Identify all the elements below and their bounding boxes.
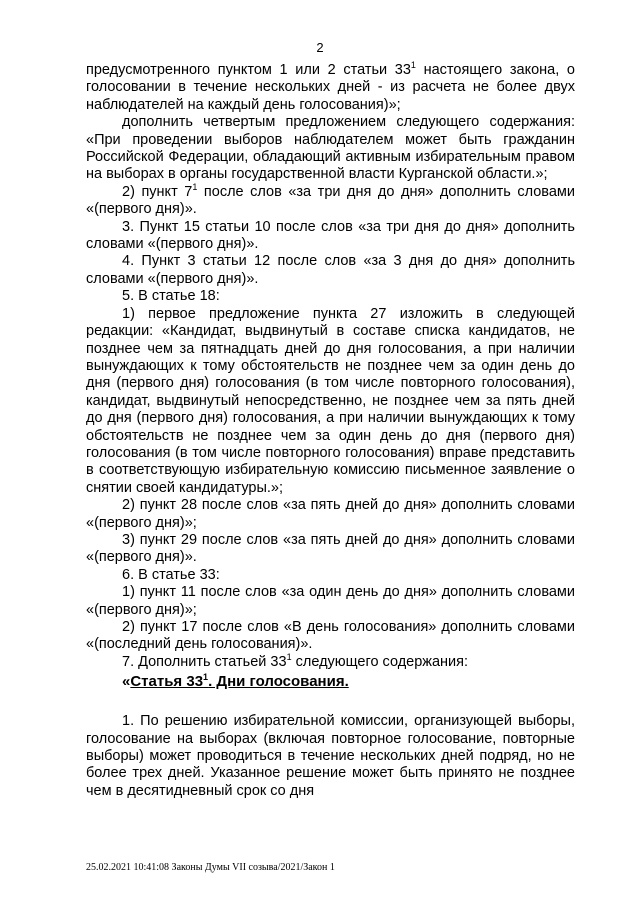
paragraph: 5. В статье 18:	[122, 288, 220, 305]
footer-stamp: 25.02.2021 10:41:08 Законы Думы VII созыва/2021/Закон 1	[86, 862, 335, 873]
paragraph: 1) первое предложение пункта 27 изложить в следующей редакции: «Кандидат, выдвинутый в составе списка кандидатов, не позднее чем за пятнадцать дней до дня голосования, а при наличии вынуждающих к тому обстоятельств не позднее чем за один день до дня (первого дня) голосования (в том числе повторного голосования), кандидат, выдвинутый непосредственно, не позднее чем за пять дней до дня (первого дня) голосования, а при наличии вынуждающих к тому обстоятельств не позднее чем за один день до дня (первого дня) голосования (в том числе повторного голосования) вправе представить в соответствующую избирательную комиссию письменное заявление о снятии своей кандидатуры.»;	[86, 305, 575, 496]
document-body	[86, 62, 575, 800]
paragraph: 2) пункт 17 после слов «В день голосования» дополнить словами «(последний день голосования)».	[86, 619, 575, 653]
paragraph: 3) пункт 29 после слов «за пять дней до дня» дополнить словами «(первого дня)».	[86, 531, 575, 566]
paragraph: 6. В статье 33:	[122, 566, 220, 583]
page-number: 2	[316, 40, 324, 55]
paragraph: предусмотренного пунктом 1 или 2 статьи $33^1$ настоящего закона, о голосовании в течение нескольких дней - из расчета не более двух наблюдателей на каждый день голосования)»;	[86, 60, 575, 113]
paragraph: 1. По решению избирательной комиссии, организующей выборы, голосование на выборах (включая повторное голосование, повторные выборы) может проводиться в течение нескольких дней подряд, но не более трех дней. Указанное решение может быть принято не позднее чем в десятидневный срок со дня	[86, 713, 575, 799]
paragraph: 2) пункт $7^1$ после слов «за три дня до дня» дополнить словами «(первого дня)».	[86, 182, 575, 218]
paragraph: 4. Пункт 3 статьи 12 после слов «за 3 дня до дня» дополнить словами «(первого дня)».	[86, 253, 575, 287]
paragraph: дополнить четвертым предложением следующего содержания: «При проведении выборов наблюдателем может быть гражданин Российской Федерации, обладающий активным избирательным правом на выборах в органы государственной власти Курганской области.»;	[86, 114, 575, 183]
paragraph: 1) пункт 11 после слов «за один день до дня» дополнить словами «(первого дня)»;	[86, 584, 575, 618]
article-heading: «Статья $33^1$. Дни голосования.	[122, 672, 349, 691]
paragraph: 2) пункт 28 после слов «за пять дней до дня» дополнить словами «(первого дня)»;	[86, 497, 575, 531]
paragraph: 7. Дополнить статьей $33^1$ следующего содержания:	[122, 651, 469, 670]
paragraph: 3. Пункт 15 статьи 10 после слов «за три дня до дня» дополнить словами «(первого дня)».	[86, 218, 575, 253]
spacer	[86, 693, 575, 713]
